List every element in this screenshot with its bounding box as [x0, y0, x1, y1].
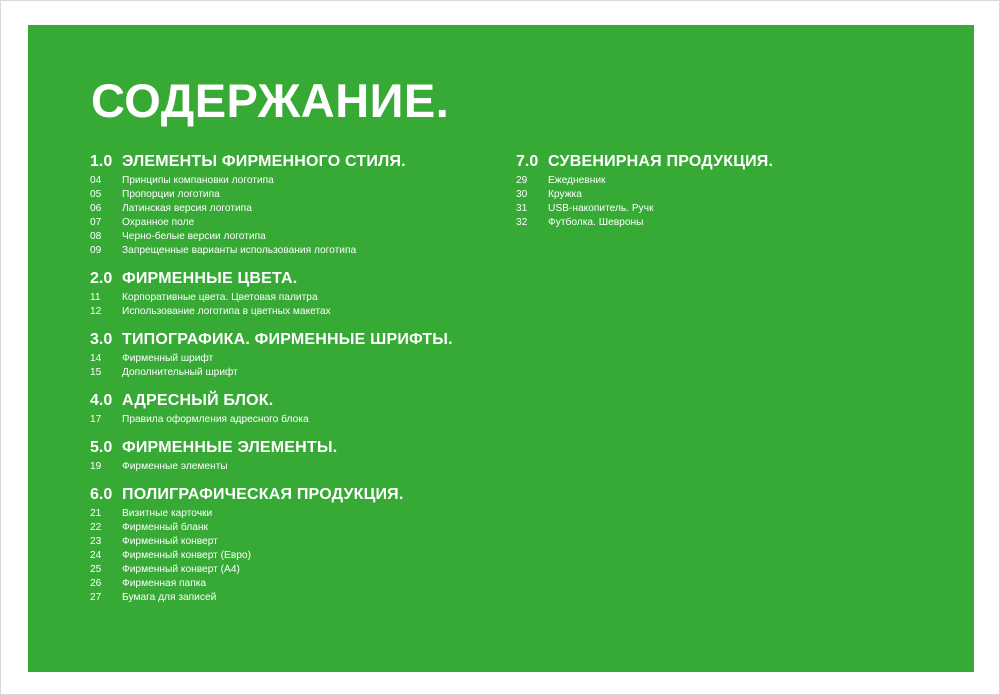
section-title: ТИПОГРАФИКА. ФИРМЕННЫЕ ШРИФТЫ.	[122, 331, 453, 348]
toc-item[interactable]	[90, 230, 510, 244]
item-label: Фирменный бланк	[122, 522, 208, 533]
item-page-number: 27	[90, 592, 102, 603]
toc-item[interactable]	[516, 202, 936, 216]
toc-item[interactable]	[90, 188, 510, 202]
toc-item[interactable]	[90, 563, 510, 577]
section-number: 7.0	[516, 153, 539, 170]
section-title: АДРЕСНЫЙ БЛОК.	[122, 392, 274, 409]
item-page-number: 12	[90, 306, 102, 317]
section-heading[interactable]	[516, 153, 936, 171]
item-label: Правила оформления адресного блока	[122, 414, 309, 425]
section-heading[interactable]	[90, 331, 510, 349]
toc-column-right	[516, 153, 936, 242]
item-label: Фирменный конверт (Евро)	[122, 550, 251, 561]
section-number: 1.0	[90, 153, 113, 170]
section-title: ПОЛИГРАФИЧЕСКАЯ ПРОДУКЦИЯ.	[122, 486, 404, 503]
item-page-number: 06	[90, 203, 102, 214]
toc-section	[90, 486, 510, 605]
item-page-number: 32	[516, 217, 528, 228]
item-label: Кружка	[548, 189, 582, 200]
section-title: ЭЛЕМЕНТЫ ФИРМЕННОГО СТИЛЯ.	[122, 153, 406, 170]
item-label: Бумага для записей	[122, 592, 217, 603]
toc-section	[516, 153, 936, 230]
section-title: ФИРМЕННЫЕ ЦВЕТА.	[122, 270, 298, 287]
item-label: Фирменная папка	[122, 578, 207, 589]
toc-column-left	[90, 153, 510, 617]
toc-section	[90, 153, 510, 258]
section-heading[interactable]	[90, 153, 510, 171]
item-label: Фирменный конверт	[122, 536, 218, 547]
toc-item[interactable]	[90, 352, 510, 366]
toc-item[interactable]	[90, 549, 510, 563]
item-label: Фирменный конверт (А4)	[122, 564, 240, 575]
item-label: Визитные карточки	[122, 508, 213, 519]
toc-item[interactable]	[90, 460, 510, 474]
item-label: Фирменные элементы	[122, 461, 228, 472]
item-label: USB-накопитель. Ручк	[548, 203, 654, 214]
item-page-number: 29	[516, 175, 528, 186]
toc-item[interactable]	[90, 244, 510, 258]
toc-item[interactable]	[90, 291, 510, 305]
toc-section	[90, 392, 510, 427]
item-page-number: 23	[90, 536, 102, 547]
item-page-number: 21	[90, 508, 102, 519]
item-label: Черно-белые версии логотипа	[122, 231, 266, 242]
item-page-number: 19	[90, 461, 102, 472]
item-page-number: 04	[90, 175, 102, 186]
toc-section	[90, 439, 510, 474]
toc-item[interactable]	[90, 591, 510, 605]
section-number: 6.0	[90, 486, 113, 503]
toc-item[interactable]	[90, 521, 510, 535]
toc-item[interactable]	[90, 174, 510, 188]
item-page-number: 31	[516, 203, 528, 214]
toc-item[interactable]	[90, 305, 510, 319]
item-page-number: 24	[90, 550, 102, 561]
item-page-number: 30	[516, 189, 528, 200]
section-title: СУВЕНИРНАЯ ПРОДУКЦИЯ.	[548, 153, 774, 170]
page-title: СОДЕРЖАНИЕ.	[91, 74, 450, 127]
item-page-number: 14	[90, 353, 102, 364]
toc-item[interactable]	[516, 216, 936, 230]
toc-section	[90, 331, 510, 380]
item-page-number: 26	[90, 578, 102, 589]
item-page-number: 15	[90, 367, 102, 378]
section-heading[interactable]	[90, 439, 510, 457]
toc-item[interactable]	[90, 202, 510, 216]
toc-item[interactable]	[516, 174, 936, 188]
item-page-number: 11	[90, 292, 101, 303]
item-label: Использование логотипа в цветных макетах	[122, 306, 331, 317]
item-label: Ежедневник	[548, 175, 606, 186]
section-heading[interactable]	[90, 392, 510, 410]
item-page-number: 08	[90, 231, 102, 242]
section-heading[interactable]	[90, 486, 510, 504]
item-page-number: 07	[90, 217, 102, 228]
item-label: Футболка. Шевроны	[548, 217, 644, 228]
section-number: 3.0	[90, 331, 113, 348]
item-label: Латинская версия логотипа	[122, 203, 252, 214]
toc-item[interactable]	[90, 577, 510, 591]
section-number: 2.0	[90, 270, 113, 287]
toc-section	[90, 270, 510, 319]
item-page-number: 05	[90, 189, 102, 200]
toc-item[interactable]	[90, 216, 510, 230]
toc-item[interactable]	[90, 507, 510, 521]
item-page-number: 25	[90, 564, 102, 575]
item-label: Дополнительный шрифт	[122, 367, 238, 378]
item-label: Принципы компановки логотипа	[122, 175, 274, 186]
item-page-number: 22	[90, 522, 102, 533]
section-number: 4.0	[90, 392, 113, 409]
toc-item[interactable]	[90, 413, 510, 427]
section-heading[interactable]	[90, 270, 510, 288]
toc-item[interactable]	[90, 535, 510, 549]
item-label: Охранное поле	[122, 217, 195, 228]
toc-item[interactable]	[516, 188, 936, 202]
section-title: ФИРМЕННЫЕ ЭЛЕМЕНТЫ.	[122, 439, 338, 456]
item-page-number: 17	[90, 414, 102, 425]
item-label: Запрещенные варианты использования логотипа	[122, 245, 357, 256]
item-label: Пропорции логотипа	[122, 189, 220, 200]
contents-panel	[28, 25, 974, 672]
toc-item[interactable]	[90, 366, 510, 380]
section-number: 5.0	[90, 439, 113, 456]
item-label: Фирменный шрифт	[122, 353, 214, 364]
item-page-number: 09	[90, 245, 102, 256]
item-label: Корпоративные цвета. Цветовая палитра	[122, 292, 318, 303]
